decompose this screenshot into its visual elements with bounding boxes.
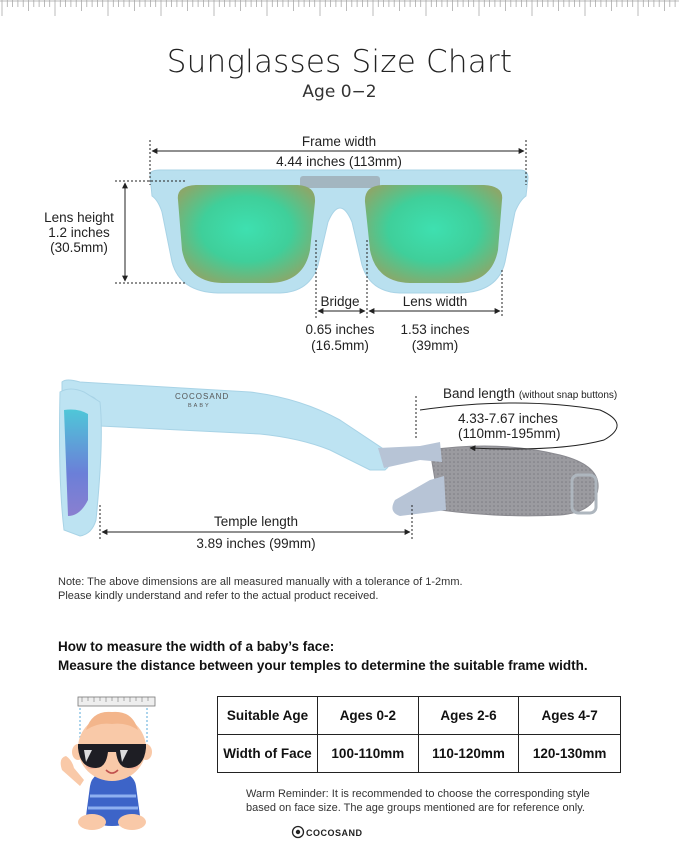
table-cell: Suitable Age bbox=[218, 697, 318, 735]
right-lens bbox=[365, 185, 502, 283]
warm-reminder bbox=[246, 787, 590, 815]
table-row bbox=[218, 697, 621, 735]
lens-height-label: Lens height bbox=[44, 210, 114, 225]
page-title: Sunglasses Size Chart bbox=[166, 44, 513, 80]
frame-width-value: 4.44 inches (113mm) bbox=[276, 154, 402, 169]
frame-width-label: Frame width bbox=[301, 134, 377, 149]
warm-reminder-line-1: Warm Reminder: It is recommended to choose the corresponding style bbox=[246, 788, 590, 800]
table-cell: Ages 4-7 bbox=[519, 697, 621, 735]
front-frame bbox=[150, 170, 528, 293]
table-cell: Width of Face bbox=[218, 735, 318, 773]
table-cell: 100-110mm bbox=[318, 735, 419, 773]
size-table bbox=[217, 696, 621, 773]
measurement-note bbox=[58, 575, 463, 603]
lens-width-inches: 1.53 inches bbox=[400, 322, 470, 337]
bridge-inches: 0.65 inches bbox=[305, 322, 375, 337]
lens-width-mm: (39mm) bbox=[411, 338, 459, 353]
band-length-note: (without snap buttons) bbox=[518, 390, 618, 401]
table-cell: 120-130mm bbox=[519, 735, 621, 773]
warm-reminder-line-2: based on face size. The age groups mentioned are for reference only. bbox=[246, 802, 585, 814]
table-row bbox=[218, 735, 621, 773]
svg-text:BABY: BABY bbox=[188, 403, 211, 409]
how-to-heading: How to measure the width of a baby’s face: bbox=[58, 639, 335, 654]
bridge-mm: (16.5mm) bbox=[311, 338, 369, 353]
how-to-instruction: Measure the distance between your temples to determine the suitable frame width. bbox=[58, 658, 588, 673]
lens-height-mm: (30.5mm) bbox=[50, 240, 108, 255]
table-cell: Ages 0-2 bbox=[318, 697, 419, 735]
temple-length-value: 3.89 inches (99mm) bbox=[196, 536, 316, 551]
band-length-inches: 4.33-7.67 inches bbox=[458, 411, 558, 426]
page-subtitle: Age 0−2 bbox=[302, 82, 377, 102]
left-lens bbox=[178, 185, 315, 283]
lens-width-label: Lens width bbox=[402, 294, 468, 309]
temple-length-label: Temple length bbox=[213, 514, 299, 529]
svg-text:COCOSAND: COCOSAND bbox=[175, 392, 230, 401]
band-length-title: Band length bbox=[443, 386, 516, 401]
lens-height-inches: 1.2 inches bbox=[48, 225, 110, 240]
brand-logo-icon bbox=[293, 827, 304, 838]
bridge-label: Bridge bbox=[320, 294, 360, 309]
table-cell: 110-120mm bbox=[418, 735, 519, 773]
note-line-2: Please kindly understand and refer to the actual product received. bbox=[58, 590, 379, 602]
how-to-measure bbox=[58, 637, 588, 675]
note-line-1: Note: The above dimensions are all measured manually with a tolerance of 1-2mm. bbox=[58, 576, 463, 588]
table-cell: Ages 2-6 bbox=[418, 697, 519, 735]
band-length-mm: (110mm-195mm) bbox=[458, 426, 561, 441]
footer-brand: COCOSAND bbox=[306, 828, 363, 838]
baby-illustration bbox=[61, 697, 155, 830]
band-length-label bbox=[443, 386, 617, 404]
